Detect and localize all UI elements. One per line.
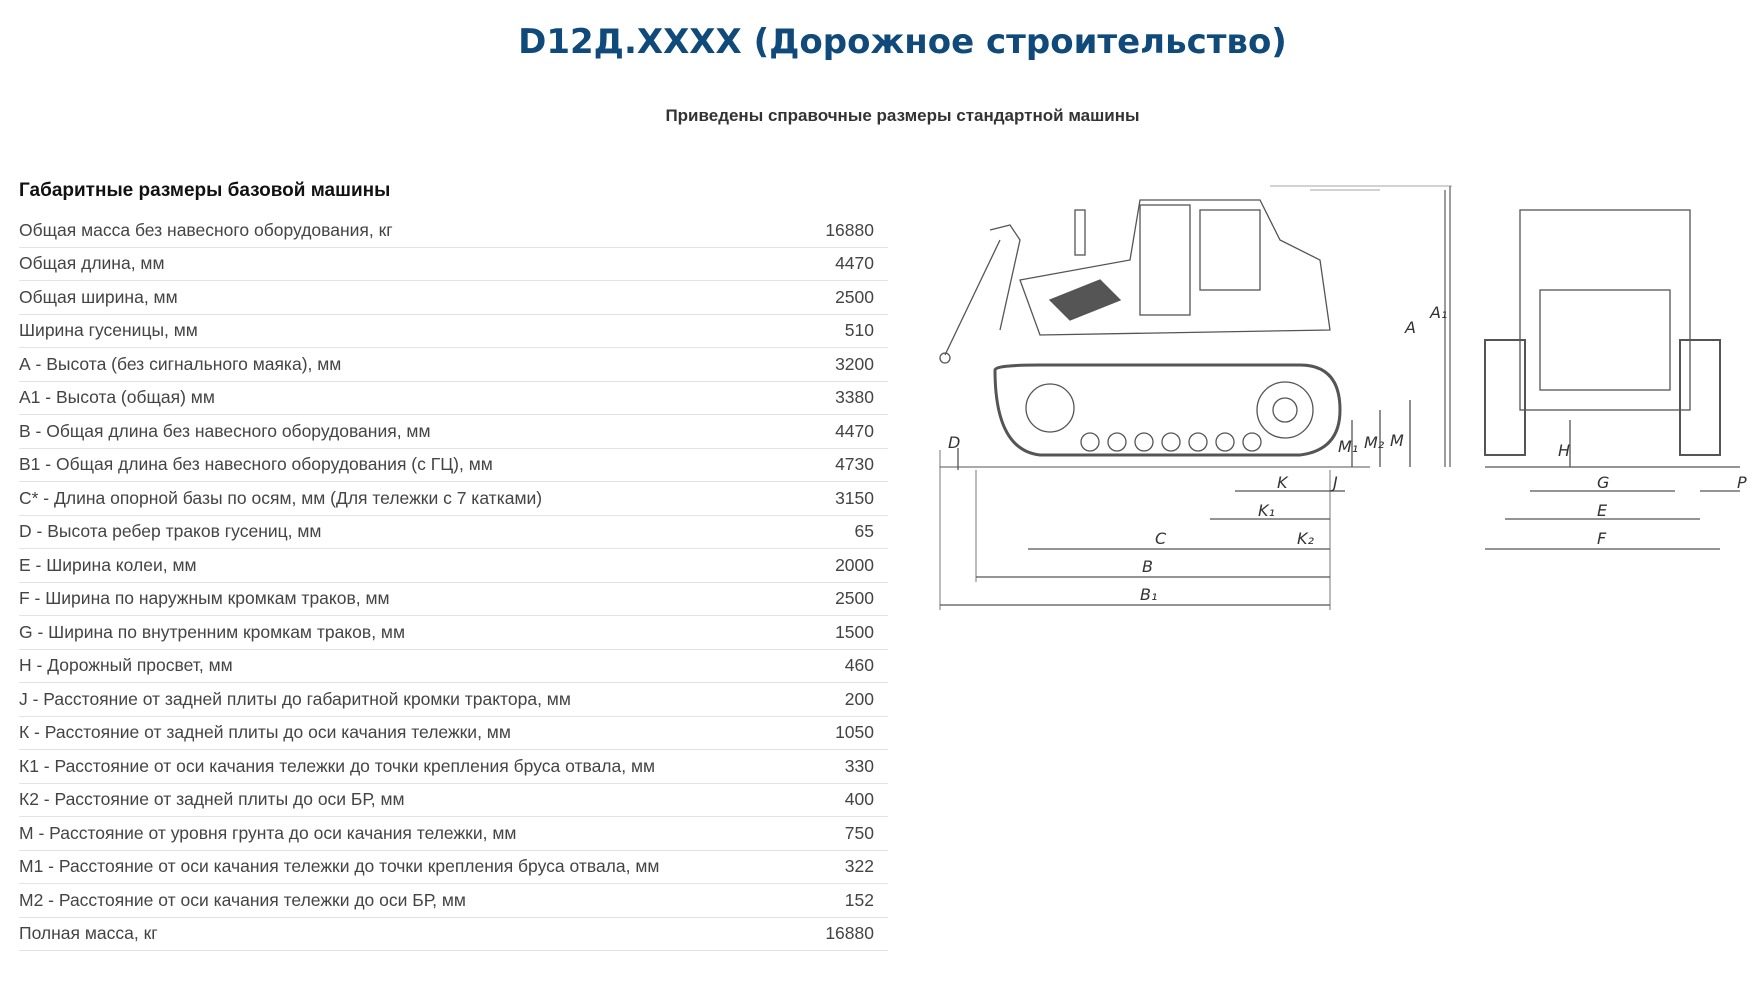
dim-label-j: J [1333, 473, 1338, 492]
spec-value: 4470 [835, 420, 874, 441]
spec-label: Полная масса, кг [19, 923, 158, 944]
spec-value: 750 [844, 822, 874, 843]
spec-row [19, 750, 888, 784]
spec-value: 4470 [835, 253, 874, 274]
dimension-drawing [940, 180, 1750, 625]
spec-label: Н - Дорожный просвет, мм [19, 655, 233, 676]
spec-value: 460 [844, 655, 874, 676]
spec-label: К1 - Расстояние от оси качания тележки до точки крепления бруса отвала, мм [19, 755, 656, 776]
spec-row [19, 918, 888, 952]
dim-label-b: B [1142, 557, 1153, 576]
spec-label: М1 - Расстояние от оси качания тележки до точки крепления бруса отвала, мм [19, 856, 660, 877]
spec-row [19, 717, 888, 751]
dim-label-b1: B₁ [1140, 585, 1158, 604]
spec-row [19, 884, 888, 918]
specs-table [19, 214, 888, 951]
spec-label: Общая масса без навесного оборудования, кг [19, 219, 393, 240]
spec-row [19, 784, 888, 818]
spec-value: 3200 [835, 353, 874, 374]
section-title: Габаритные размеры базовой машины [19, 180, 391, 201]
spec-label: Общая длина, мм [19, 253, 165, 274]
spec-label: Ширина гусеницы, мм [19, 320, 198, 341]
spec-value: 200 [844, 688, 874, 709]
spec-value: 322 [844, 856, 874, 877]
spec-row [19, 583, 888, 617]
spec-row [19, 214, 888, 248]
track-roller [1189, 433, 1207, 451]
spec-value: 152 [844, 889, 874, 910]
spec-label: А - Высота (без сигнального маяка), мм [19, 353, 342, 374]
dim-label-m2: M₂ [1364, 433, 1385, 452]
spec-value: 2500 [835, 588, 874, 609]
page-subtitle: Приведены справочные размеры стандартной машины [665, 106, 1140, 125]
spec-row [19, 281, 888, 315]
spec-value: 3150 [835, 487, 874, 508]
dim-label-m: M [1390, 431, 1404, 450]
spec-row [19, 549, 888, 583]
spec-value: 330 [844, 755, 874, 776]
dim-label-g: G [1597, 473, 1610, 492]
dim-label-d: D [948, 433, 961, 452]
dim-label-p: P [1737, 473, 1747, 492]
spec-value: 16880 [825, 219, 874, 240]
spec-value: 2500 [835, 286, 874, 307]
dim-label-f: F [1597, 529, 1607, 548]
spec-row [19, 248, 888, 282]
spec-label: Общая ширина, мм [19, 286, 178, 307]
spec-value: 510 [844, 320, 874, 341]
spec-row [19, 482, 888, 516]
spec-row [19, 616, 888, 650]
spec-value: 2000 [835, 554, 874, 575]
spec-value: 3380 [835, 387, 874, 408]
dim-label-e: E [1597, 501, 1608, 520]
spec-row [19, 415, 888, 449]
spec-label: D - Высота ребер траков гусениц, мм [19, 521, 322, 542]
spec-value: 16880 [825, 923, 874, 944]
track-roller [1162, 433, 1180, 451]
dim-label-a1: A₁ [1430, 303, 1448, 322]
spec-row [19, 315, 888, 349]
dim-label-h: H [1558, 441, 1571, 460]
spec-label: J - Расстояние от задней плиты до габаритной кромки трактора, мм [19, 688, 571, 709]
spec-row [19, 817, 888, 851]
track-roller [1135, 433, 1153, 451]
spec-label: Е - Ширина колеи, мм [19, 554, 197, 575]
dim-label-a: A [1405, 318, 1416, 337]
spec-row [19, 516, 888, 550]
spec-value: 4730 [835, 454, 874, 475]
spec-label: G - Ширина по внутренним кромкам траков, мм [19, 621, 405, 642]
track-roller [1243, 433, 1261, 451]
track-roller [1081, 433, 1099, 451]
spec-value: 1500 [835, 621, 874, 642]
dim-label-c: C [1155, 529, 1167, 548]
spec-row [19, 650, 888, 684]
spec-row [19, 851, 888, 885]
spec-value: 400 [844, 789, 874, 810]
spec-label: М - Расстояние от уровня грунта до оси качания тележки, мм [19, 822, 517, 843]
tractor-drawing [940, 180, 1750, 620]
spec-row [19, 449, 888, 483]
spec-value: 1050 [835, 722, 874, 743]
spec-row [19, 382, 888, 416]
spec-label: В - Общая длина без навесного оборудования, мм [19, 420, 431, 441]
dim-label-m1: M₁ [1338, 437, 1359, 456]
spec-label: F - Ширина по наружным кромкам траков, мм [19, 588, 390, 609]
spec-label: К - Расстояние от задней плиты до оси качания тележки, мм [19, 722, 511, 743]
spec-label: В1 - Общая длина без навесного оборудования (с ГЦ), мм [19, 454, 493, 475]
dim-label-k2: K₂ [1297, 529, 1314, 548]
spec-label: К2 - Расстояние от задней плиты до оси БР, мм [19, 789, 405, 810]
spec-row [19, 348, 888, 382]
dim-label-k: K [1277, 473, 1288, 492]
track-roller [1216, 433, 1234, 451]
spec-value: 65 [854, 521, 874, 542]
page-title: D12Д.ХХХХ (Дорожное строительство) [518, 22, 1287, 62]
dim-label-k1: K₁ [1258, 501, 1275, 520]
track-roller [1108, 433, 1126, 451]
spec-label: М2 - Расстояние от оси качания тележки до оси БР, мм [19, 889, 466, 910]
spec-label: А1 - Высота (общая) мм [19, 387, 215, 408]
spec-label: С* - Длина опорной базы по осям, мм (Для тележки с 7 катками) [19, 487, 543, 508]
spec-row [19, 683, 888, 717]
